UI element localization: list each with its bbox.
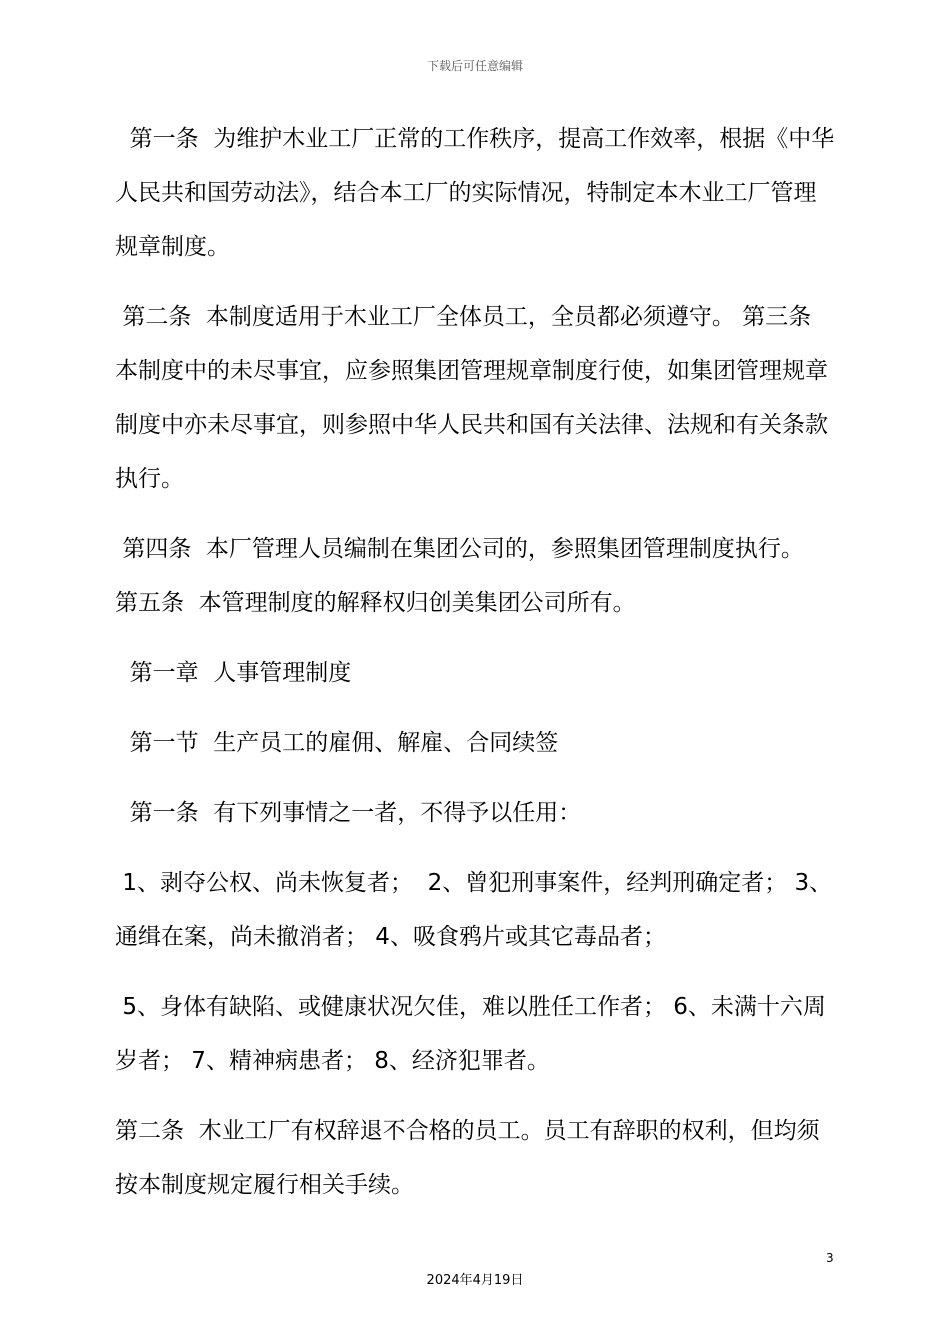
- section-heading: 第一节 生产员工的雇佣、解雇、合同续签: [115, 730, 559, 756]
- header-note: 下载后可任意编辑: [426, 59, 523, 73]
- list-disqualifications-5-8: 5、身体有缺陷、或健康状况欠佳，难以胜任工作者； 6、未满十六周岁者； 7、精神病患者； 8、经济犯罪者。: [115, 994, 826, 1074]
- page-number: 3: [826, 1251, 834, 1265]
- paragraph-hiring-article-1: 第一条 有下列事情之一者，不得予以任用：: [115, 800, 582, 826]
- paragraph-article-1: 第一条 为维护木业工厂正常的工作秩序，提高工作效率，根据《中华人民共和国劳动法》，结合本工厂的实际情况，特制定本木业工厂管理规章制度。: [115, 126, 835, 260]
- list-disqualifications-1-4: 1、剥夺公权、尚未恢复者； 2、曾犯刑事案件，经判刑确定者； 3、通缉在案，尚未撤消者； 4、吸食鸦片或其它毒品者；: [115, 870, 833, 950]
- paragraph-article-4: 第四条 本厂管理人员编制在集团公司的，参照集团管理制度执行。: [115, 536, 804, 562]
- footer-date: 2024年4月19日: [426, 1273, 524, 1288]
- paragraph-article-2-3: 第二条 本制度适用于木业工厂全体员工，全员都必须遵守。 第三条 本制度中的未尽事宜，应参照集团管理规章制度行使，如集团管理规章制度中亦未尽事宜，则参照中华人民共和国有关法律、法规和有关条款执行。: [115, 304, 828, 492]
- paragraph-article-5: 第五条 本管理制度的解释权归创美集团公司所有。: [115, 590, 636, 616]
- chapter-heading: 第一章 人事管理制度: [115, 660, 352, 686]
- document-body: [115, 112, 837, 1228]
- paragraph-hiring-article-2: 第二条 木业工厂有权辞退不合格的员工。员工有辞职的权利，但均须按本制度规定履行相关手续。: [115, 1118, 820, 1198]
